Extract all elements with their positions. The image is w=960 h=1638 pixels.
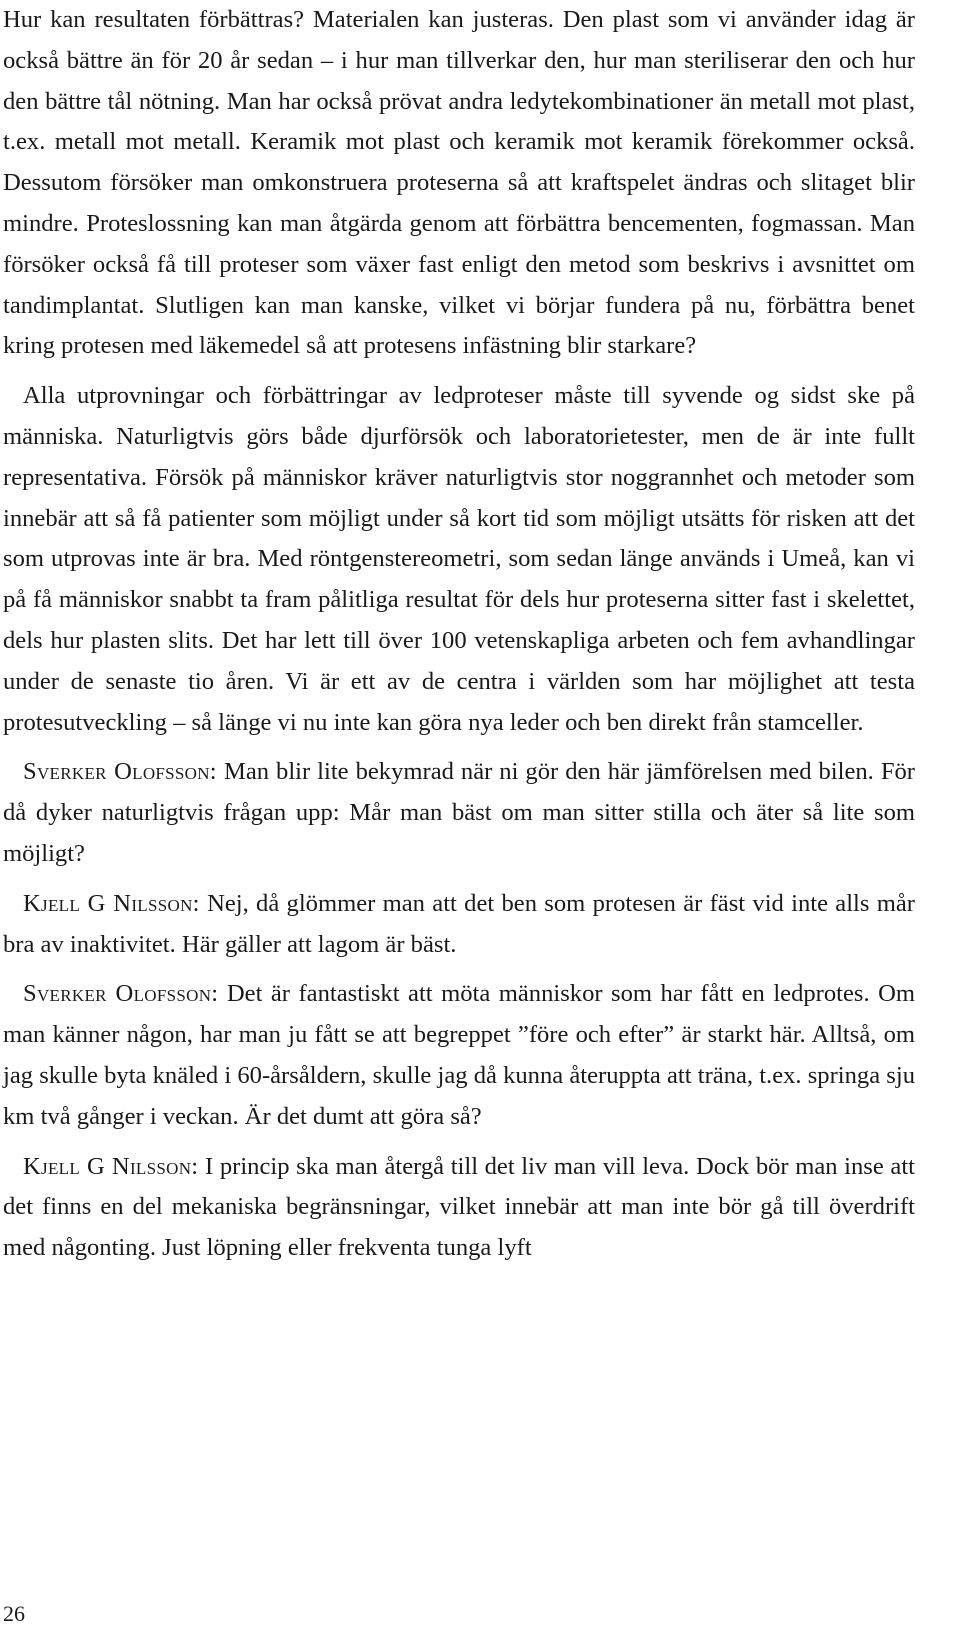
page-body — [3, 0, 915, 1269]
dialogue-turn-4 — [3, 1147, 915, 1269]
dialogue-text: I princip ska man återgå till det liv man vill leva. Dock bör man inse att det finns en del mekaniska begränsningar, vilket innebär att man inte bör gå till överdrift med någonting. Just löpning eller frekventa tunga lyft — [3, 1152, 915, 1262]
speaker-name: Sverker Olofsson: — [23, 758, 217, 786]
body-paragraph-2: Alla utprovningar och förbättringar av ledproteser måste till syvende og sidst ske på människa. Naturligtvis görs både djurförsök och laboratorietester, men de är inte fullt representativa. Försök på människor kräver naturligtvis stor noggrannhet och metoder som innebär att så få patienter som möjligt under så kort tid som möjligt utsätts för risken att det som utprovas inte är bra. Med röntgenstereometri, som sedan länge används i Umeå, kan vi på få människor snabbt ta fram pålitliga resultat för dels hur proteserna sitter fast i skelettet, dels hur plasten slits. Det har lett till över 100 vetenskapliga arbeten och fem avhandlingar under de senaste tio åren. Vi är ett av de centra i världen som har möjlighet att testa protesutveckling – så länge vi nu inte kan göra nya leder och ben direkt från stamceller. — [3, 382, 915, 736]
speaker-name: Kjell G Nilsson: — [23, 889, 200, 917]
speaker-name: Kjell G Nilsson: — [23, 1152, 199, 1180]
dialogue-turn-1 — [3, 752, 915, 874]
dialogue-turn-3 — [3, 974, 915, 1137]
speaker-name: Sverker Olofsson: — [23, 980, 219, 1008]
page-number: 26 — [3, 1601, 25, 1626]
body-paragraph-1: Hur kan resultaten förbättras? Materialen kan justeras. Den plast som vi använder idag är också bättre än för 20 år sedan – i hur man tillverkar den, hur man steriliserar den och hur den bättre tål nötning. Man har också prövat andra ledytekombinationer än metall mot plast, t.ex. metall mot metall. Keramik mot plast och keramik mot keramik förekommer också. Dessutom försöker man omkonstruera proteserna så att kraftspelet ändras och slitaget blir mindre. Proteslossning kan man åtgärda genom att förbättra bencementen, fogmassan. Man försöker också få till proteser som växer fast enligt den metod som beskrivs i avsnittet om tandimplantat. Slutligen kan man kanske, vilket vi börjar fundera på nu, förbättra benet kring protesen med läkemedel så att protesens infästning blir starkare? — [3, 6, 915, 360]
dialogue-turn-2 — [3, 884, 915, 966]
dialogue-text: Man blir lite bekymrad när ni gör den här jämförelsen med bilen. För då dyker naturligtvis frågan upp: Mår man bäst om man sitter stilla och äter så lite som möjligt? — [3, 758, 915, 867]
dialogue-text: Det är fantastiskt att möta människor som har fått en ledprotes. Om man känner någon, har man ju fått se att begreppet ”före och efter” är starkt här. Alltså, om jag skulle byta knäled i 60-årsåldern, skulle jag då kunna återuppta att träna, t.ex. springa sju km två gånger i veckan. Är det dumt att göra så? — [3, 980, 915, 1130]
dialogue-text: Nej, då glömmer man att det ben som protesen är fäst vid inte alls mår bra av inaktivitet. Här gäller att lagom är bäst. — [3, 889, 915, 958]
